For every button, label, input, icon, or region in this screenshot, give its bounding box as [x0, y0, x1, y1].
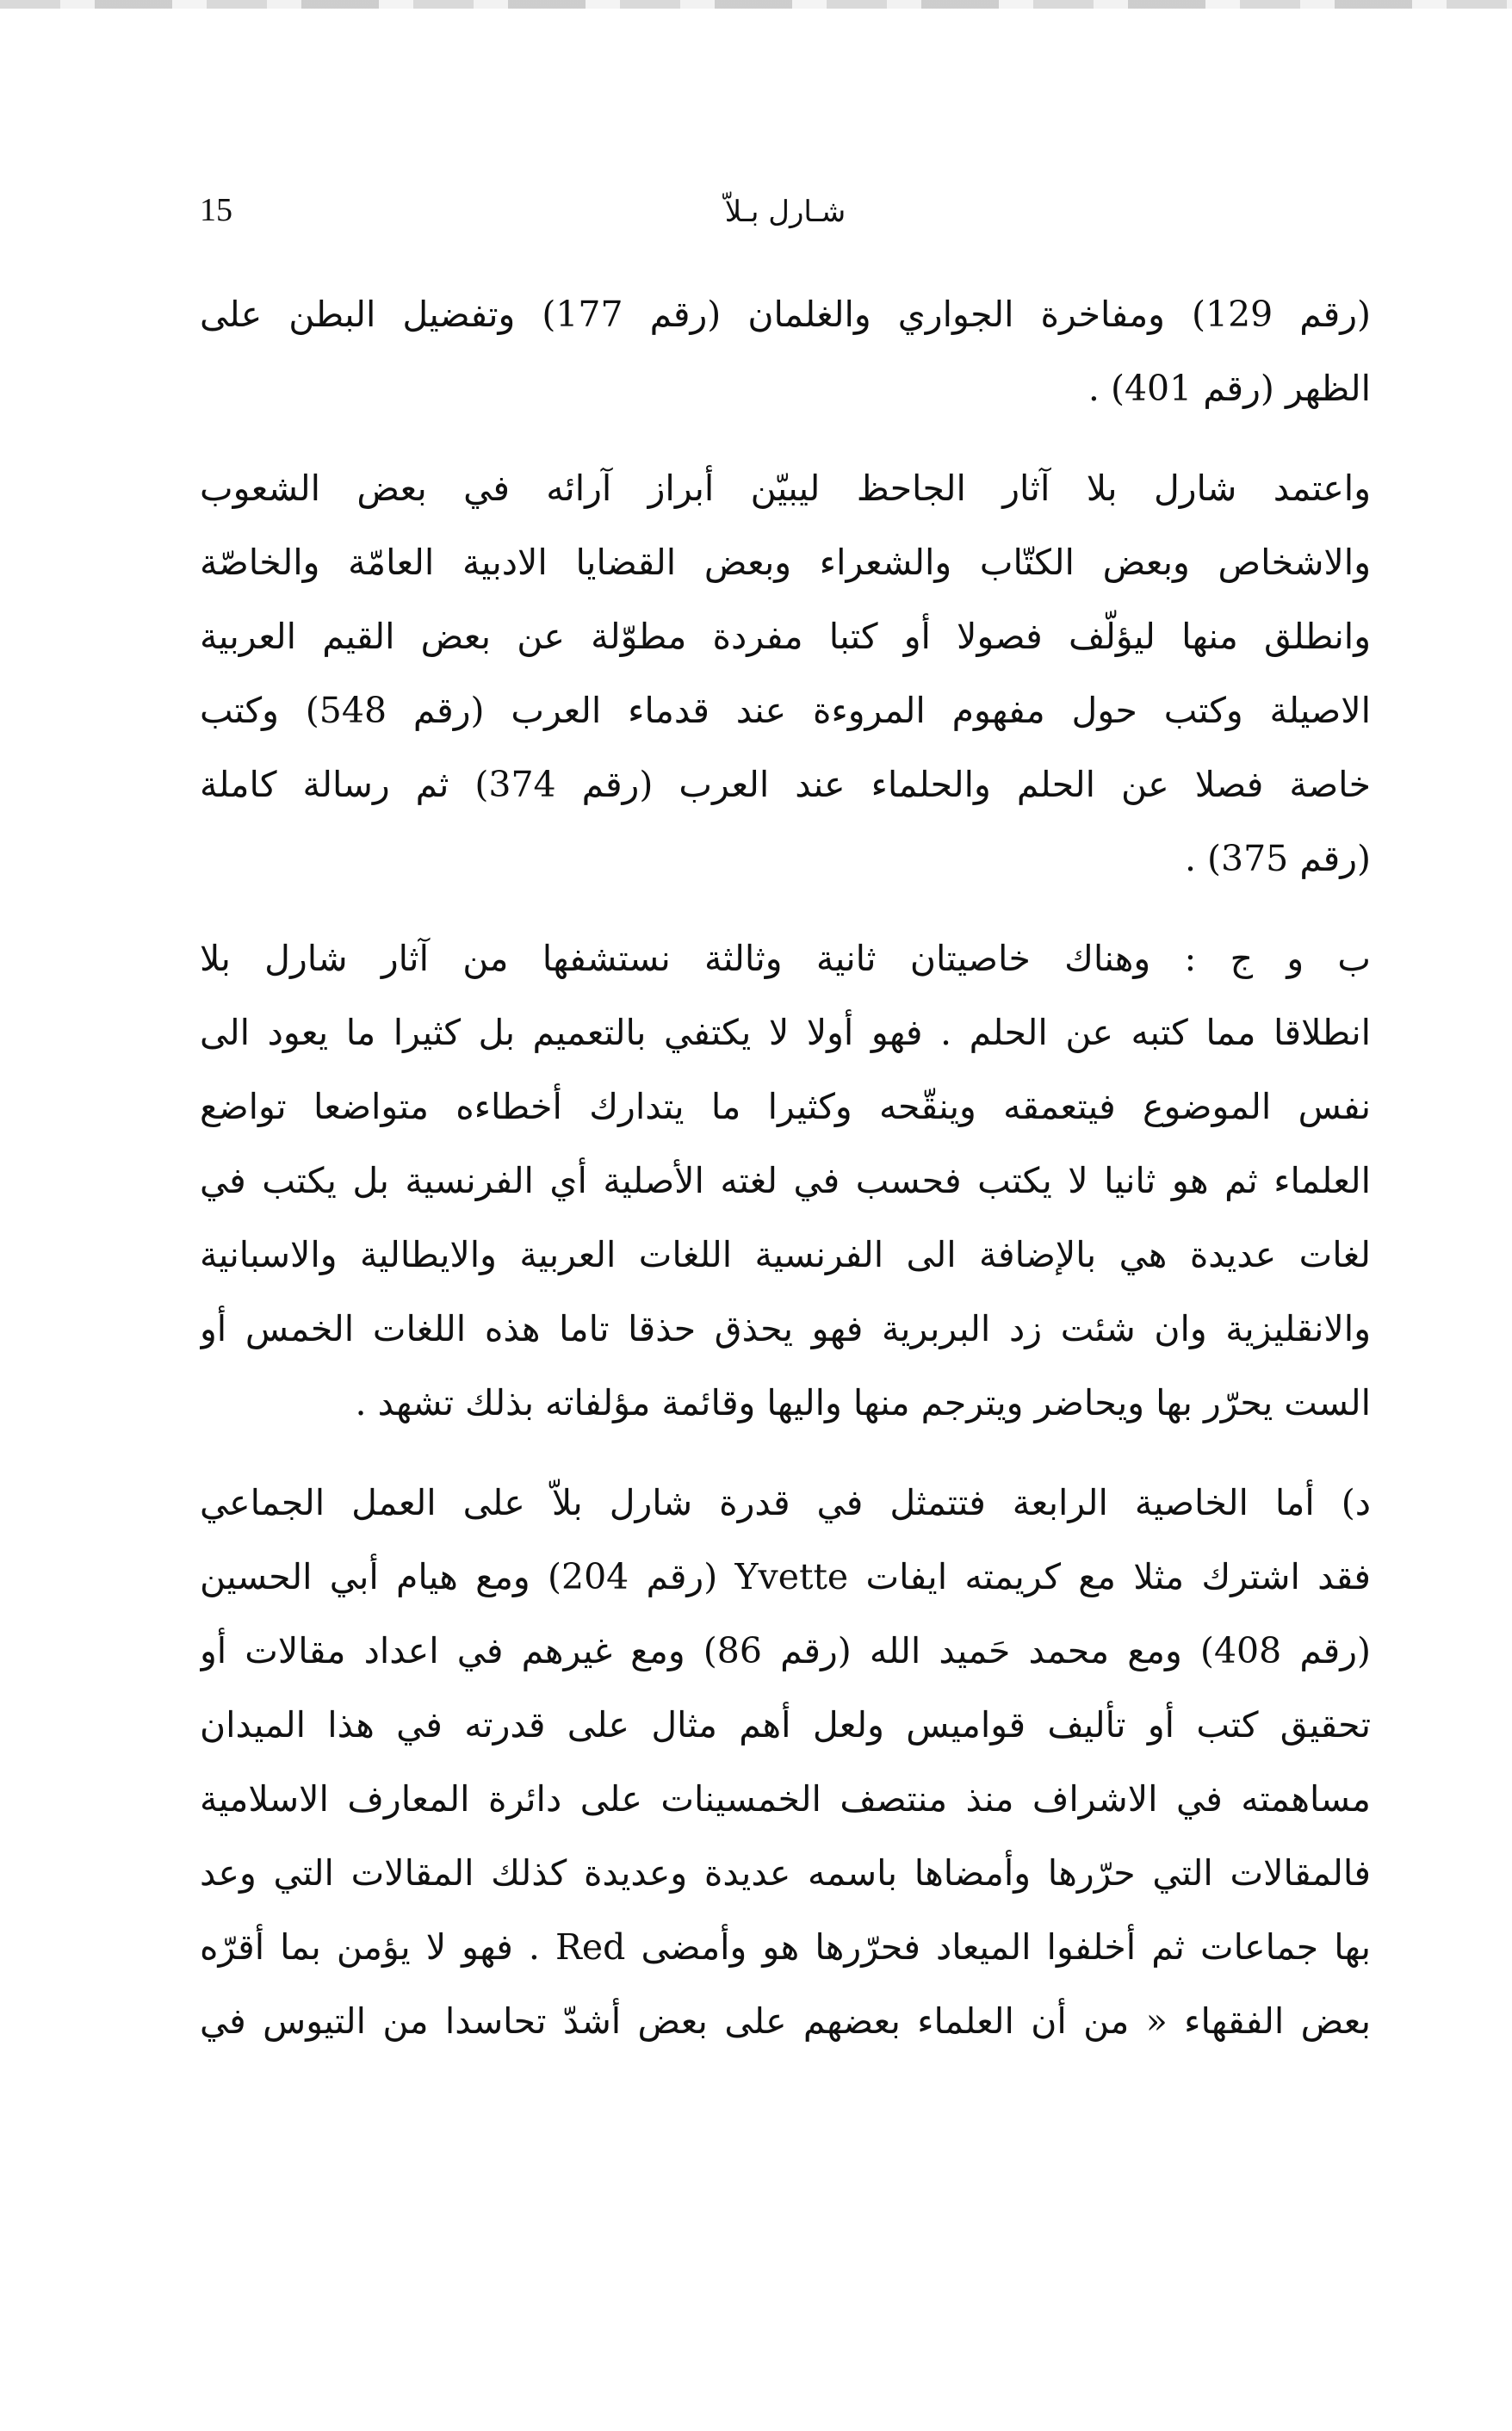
text-line: والانقليزية وان شئت زد البربرية فهو يحذق حذقا تاما هذه اللغات الخمس أو	[200, 1308, 1371, 1349]
scan-top-edge	[0, 0, 1512, 9]
paragraph-3	[200, 921, 1371, 1440]
text-line: الاصيلة وكتب حول مفهوم المروءة عند قدماء العرب (رقم 548) وكتب	[200, 690, 1371, 731]
running-title: شـارل بـلاّ	[724, 195, 846, 229]
text-line: الست يحرّر بها ويحاضر ويترجم منها واليها وقائمة مؤلفاته بذلك تشهد .	[355, 1382, 1371, 1423]
text-line: فقد اشترك مثلا مع كريمته ايفات Yvette (رقم 204) ومع هيام أبي الحسين	[200, 1556, 1371, 1597]
text-line: ب و ج : وهناك خاصيتان ثانية وثالثة نستشفها من آثار شارل بلا	[200, 938, 1371, 979]
text-line: خاصة فصلا عن الحلم والحلماء عند العرب (رقم 374) ثم رسالة كاملة	[200, 764, 1371, 805]
paragraph-1	[200, 277, 1371, 425]
text-line: (رقم 129) ومفاخرة الجواري والغلمان (رقم 177) وتفضيل البطن على	[200, 294, 1371, 335]
body-text	[200, 277, 1371, 2058]
paragraph-4	[200, 1466, 1371, 2058]
text-line: وانطلق منها ليؤلّف فصولا أو كتبا مفردة مطوّلة عن بعض القيم العربية	[200, 616, 1371, 657]
text-line: والاشخاص وبعض الكتّاب والشعراء وبعض القضايا الادبية العامّة والخاصّة	[200, 542, 1371, 583]
text-line: انطلاقا مما كتبه عن الحلم . فهو أولا لا يكتفي بالتعميم بل كثيرا ما يعود الى	[200, 1012, 1371, 1053]
text-line: فالمقالات التي حرّرها وأمضاها باسمه عديدة وعديدة كذلك المقالات التي وعد	[200, 1852, 1371, 1894]
text-line: بها جماعات ثم أخلفوا الميعاد فحرّرها هو وأمضى Red . فهو لا يؤمن بما أقرّه	[200, 1926, 1371, 1968]
text-line: لغات عديدة هي بالإضافة الى الفرنسية اللغات العربية والايطالية والاسبانية	[200, 1234, 1371, 1275]
text-line: واعتمد شارل بلا آثار الجاحظ ليبيّن أبراز آرائه في بعض الشعوب	[200, 468, 1371, 509]
text-line: بعض الفقهاء « من أن العلماء بعضهم على بعض أشدّ تحاسدا من التيوس في	[200, 2000, 1371, 2042]
running-header	[200, 191, 1371, 243]
text-line: الظهر (رقم 401) .	[1088, 368, 1371, 409]
text-line: نفس الموضوع فيتعمقه وينقّحه وكثيرا ما يتدارك أخطاءه متواضعا تواضع	[200, 1086, 1371, 1127]
text-line: العلماء ثم هو ثانيا لا يكتب فحسب في لغته الأصلية أي الفرنسية بل يكتب في	[200, 1160, 1371, 1201]
paragraph-2	[200, 451, 1371, 896]
text-line: (رقم 408) ومع محمد حَميد الله (رقم 86) ومع غيرهم في اعداد مقالات أو	[200, 1630, 1371, 1671]
text-line: (رقم 375) .	[1184, 838, 1371, 879]
text-line: د) أما الخاصية الرابعة فتتمثل في قدرة شارل بلاّ على العمل الجماعي	[200, 1482, 1371, 1523]
text-line: مساهمته في الاشراف منذ منتصف الخمسينات على دائرة المعارف الاسلامية	[200, 1778, 1371, 1820]
page-number: 15	[200, 192, 232, 228]
text-line: تحقيق كتب أو تأليف قواميس ولعل أهم مثال على قدرته في هذا الميدان	[200, 1704, 1371, 1746]
